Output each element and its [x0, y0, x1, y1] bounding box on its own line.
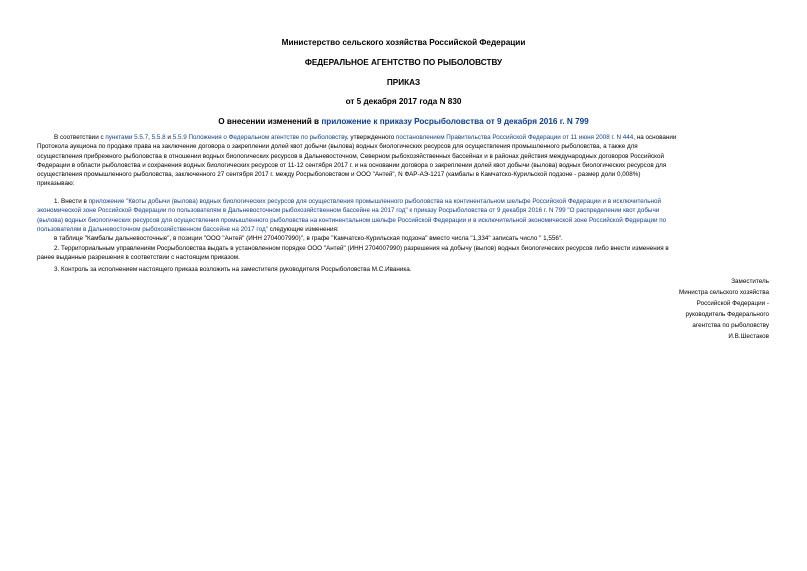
date-number-heading: от 5 декабря 2017 года N 830 [345, 97, 462, 106]
preamble-text: , утвержденного [346, 134, 396, 141]
link-clause-557[interactable]: пунктами 5.5.7 [105, 134, 149, 141]
link-clause-558[interactable]: 5.5.8 [151, 134, 166, 141]
preamble-line-2: Протокола аукциона по продаже права на заключение договора о закреплении долей квот добычи (вылова) водных биологических ресурсов для осуществления промышленного рыболовства, а также для [37, 143, 638, 151]
item-2-paragraph [37, 244, 770, 263]
doc-type-heading: ПРИКАЗ [386, 78, 421, 87]
agency-heading: ФЕДЕРАЛЬНОЕ АГЕНТСТВО ПО РЫБОЛОВСТВУ [304, 58, 503, 67]
preamble-text: и [165, 134, 173, 141]
signature-block [679, 276, 769, 342]
preamble-text: , [148, 134, 152, 141]
signature-line: руководитель Федерального [685, 311, 769, 318]
item-1-line-1 [37, 197, 770, 206]
item-1-line-4 [37, 225, 770, 234]
document-title [0, 117, 807, 127]
preamble-line-1 [37, 133, 770, 142]
preamble-line-3: осуществления прибрежного рыболовства в отношении водных биологических ресурсов в Дальневосточном, Северном рыбохозяйственных бассейнах и в районах действия международных договоров Российской [37, 152, 664, 160]
item-2-line-1: 2. Территориальным управлениям Росрыболовства выдать в установленном порядке ООО "Антей" (ИНН 2704007990) разрешения на добычу (вылов) водных биологических ресурсов либо внести изменения в [54, 245, 669, 252]
signature-line: агентства по рыболовству [692, 322, 769, 329]
signature-line: Министра сельского хозяйства [679, 289, 769, 296]
signature-line: Российской Федерации - [696, 300, 769, 307]
preamble-text: В соответствии с [54, 134, 106, 141]
title-link[interactable]: приложение к приказу Росрыболовства от 9 декабря 2016 г. N 799 [321, 117, 589, 126]
item-3-line: 3. Контроль за исполнением настоящего приказа возложить на заместителя руководителя Росрыболовства М.С.Иваника. [54, 266, 412, 273]
preamble-paragraph [37, 133, 770, 189]
item-1-subparagraph: в таблице "Камбалы дальневосточные", в позиции "ООО "Антей" (ИНН 2704007990)", в графе "Камчатско-Курильская подзона" вместо числа "1,334" записать число " 1,556". [54, 235, 563, 243]
link-regulation[interactable]: 5.5.9 Положения о Федеральном агентстве по рыболовству [172, 134, 347, 141]
ministry-heading: Министерство сельского хозяйства Российской Федерации [281, 38, 526, 47]
item-1-paragraph [37, 197, 770, 243]
preamble-line-4: Федерации в области рыболовства и сохранения водных биологических ресурсов от 11-12 сентября 2017 г. и на основании договора о закреплении долей квот добычи (вылова) водных биологических ресурсов для [37, 161, 667, 169]
preamble-line-6: приказываю: [37, 180, 75, 188]
title-prefix: О внесении изменений в [218, 117, 322, 126]
item-1-text: 1. Внести в [54, 198, 89, 205]
signatory-name: И.В.Шестаков [728, 333, 769, 340]
link-appendix-cont-2[interactable]: (вылова) водных биологических ресурсов для осуществления промышленного рыболовства на континентальном шельфе Российской Федерации и в исключительной экономической зоне Российской Федерации по [37, 216, 667, 224]
signature-line: Заместитель [731, 278, 769, 285]
item-3-paragraph [37, 265, 770, 274]
link-appendix-cont-1[interactable]: экономической зоне Российской Федерации по пользователям в Дальневосточном рыбохозяйственном бассейне на 2017 год" к приказу Росрыболовства от 9 декабря 2016 г. N 799 "О распределении квот добычи [37, 207, 660, 215]
link-appendix[interactable]: приложение "Квоты добычи (вылова) водных биологических ресурсов для осуществления промышленного рыболовства на континентальном шельфе Российской Федерации и в исключительной [88, 198, 662, 205]
item-1-text: следующие изменения: [267, 225, 339, 233]
preamble-line-5: осуществления промышленного рыболовства, заключенного 27 сентября 2017 г. между Росрыболовством и ООО "Антей", N ФАР-АЭ-1217 (камбалы в Камчатско-Курильской подзоне - размер доли 0,008%) [37, 171, 641, 179]
link-government-resolution[interactable]: постановлением Правительства Российской Федерации от 11 июня 2008 г. N 444 [396, 134, 634, 141]
item-2-line-2: ранее выданные разрешения в соответствии с настоящим приказом. [37, 254, 240, 262]
link-appendix-cont-3[interactable]: пользователям в Дальневосточном рыбохозяйственном бассейне на 2017 год" [37, 225, 268, 233]
preamble-text: , на основании [633, 134, 677, 141]
